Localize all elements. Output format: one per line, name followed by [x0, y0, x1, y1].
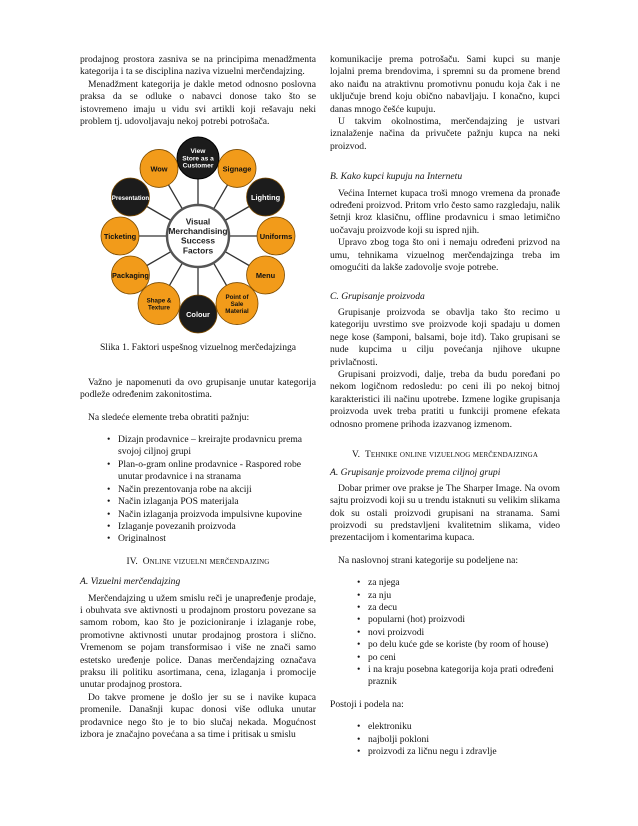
paragraph: Merčendajzing u užem smislu reči je unapređenje prodaje, i obuhvata sve aktivnosti u prodajnom prostoru povezane sa samom robom, kao što je pozicioniranje i izlaganje robe, promotivne aktivnosti unutar prodajnog prostora i slično. Vremenom se pojam transformisao i više ne znači samo estetsko uređenje police. Danas merčendajzing označava praksu ili politiku asortimana, cena, izlaganja i promocije unutar prodajnog prostora.	[80, 592, 316, 691]
list-item: • Dizajn prodavnice – kreirajte prodavnicu prema svojoj ciljnoj grupi	[118, 434, 316, 459]
node-label: Ticketing	[103, 232, 137, 242]
section-heading	[330, 449, 560, 461]
node-label: Uniforms	[259, 232, 293, 242]
subsection-heading: C. Grupisanje proizvoda	[330, 290, 425, 302]
list-item: • za njega	[368, 577, 560, 589]
node-label: Lighting	[250, 193, 281, 203]
list-item: • Originalnost	[118, 533, 316, 545]
paragraph: komunikacije prema potrošaču. Sami kupci su manje lojalni prema brendovima, i spremni su da promene brend ako naiđu na atraktivnu promotivnu ponudu koja čak i ne uključuje brend koju obično nabavljaju. I konačno, kupci danas mnogo češće kupuju.	[330, 54, 560, 115]
paragraph: Postoji i podela na:	[330, 698, 404, 710]
figure-visual-merchandising	[80, 132, 316, 340]
node-label: Signage	[222, 164, 252, 174]
paragraph: Upravo zbog toga što oni i nemaju određeni prizvod na umu, tehnikama vizuelnog merčendajzinga treba im omogućiti da lakše zadovolje svoje potrebe.	[330, 237, 560, 274]
section-heading	[80, 556, 316, 568]
center-label: Success	[181, 236, 215, 247]
paragraph: Na naslovnoj strani kategorije su podeljene na:	[338, 554, 519, 566]
paragraph: Menadžment kategorija je dakle metod odnosno poslovna praksa da se odluke o nabavci donose tako što se istovremeno imaju u vidu svi artikli koji rešavaju neki problem tj. udovoljavaju nekoj potrebi potrošača.	[80, 78, 316, 128]
bullet-list	[80, 434, 316, 546]
center-label: Factors	[182, 245, 214, 256]
list-item: • Plan-o-gram online prodavnice - Raspored robe unutar prodavnice i na stranama	[118, 459, 316, 484]
section-number: V.	[352, 449, 361, 460]
bullet-list	[330, 721, 560, 758]
diagram	[80, 132, 316, 340]
node-label: Colour	[186, 310, 210, 320]
paragraph: U takvim okolnostima, merčendajzing je ustvari iznalaženje načina da privučete pažnju kupca na neki proizvod.	[330, 116, 560, 152]
paragraph: Većina Internet kupaca troši mnogo vremena da pronađe određeni proizvod. Pritom vrlo često samo razgledaju, nalik šetnji kroz klasičnu, offline prodavnicu i smao letimično uočavaju proizvode koji su ispred njih.	[330, 187, 560, 236]
paragraph: Dobar primer ove prakse je The Sharper Image. Na ovom sajtu proizvodi koji su u trendu istaknuti su velikim slikama dok su ostali proizvodi grupisani na stranama. Sami proizvodi su predstavljeni kvalitetnim slikama, video prezentacijom i komentarima kupaca.	[330, 482, 560, 544]
right-column	[330, 54, 560, 759]
section-title: Tehnike online vizuelnog merčendajzinga	[365, 449, 538, 460]
list-item: • Način izlaganja POS materijala	[118, 496, 316, 508]
list-item: • po delu kuće gde se koriste (by room of house)	[368, 639, 560, 651]
section-title: Online vizuelni merčendajzing	[142, 556, 270, 567]
node-label: Shape & Texture	[146, 297, 172, 312]
paragraph: prodajnog prostora zasniva se na principima menadžmenta kategorija i ta se disciplina naziva vizuelni merčendajzing.	[80, 54, 316, 78]
center-label: Merchandising	[168, 226, 228, 237]
list-item: • Način prezentovanja robe na akciji	[118, 484, 316, 496]
list-item: • Izlaganje povezanih proizvoda	[118, 521, 316, 533]
subsection-heading: A. Grupisanje proizvode prema ciljnoj grupi	[330, 467, 501, 479]
list-item: • Način izlaganja proizvoda impulsivne kupovine	[118, 509, 316, 521]
node-label: Point of Sale Material	[225, 294, 249, 316]
paragraph: Do takve promene je došlo jer su se i navike kupaca promenile. Današnji kupac donosi više odluka unutar prodavnice nego što je to bio slučaj nekada. Mogućnost izbora je značajno povećana a sa time i pritisak u smislu	[80, 691, 316, 740]
paragraph: Važno je napomenuti da ovo grupisanje unutar kategorija podleže određenim zakonitostima.	[80, 376, 316, 401]
paragraph: Grupisani proizvodi, dalje, treba da budu poređani po nekom logičnom redosledu: po ceni ili po nekoj bitnoj karakteristici ili načinu upotrebe. Izmene logike grupisanja proizvoda uvek treba pratiti u funkciji promene efekata odnosno promene prihoda izazvanog izmenom.	[330, 368, 560, 430]
list-item: • popularni (hot) proizvodi	[368, 614, 560, 626]
node-label: Packaging	[111, 271, 149, 281]
section-number: IV.	[126, 556, 138, 567]
list-item: • po ceni	[368, 652, 560, 664]
figure-caption: Slika 1. Faktori uspešnog vizuelnog merčedajzinga	[99, 342, 297, 354]
node-label: Store as a	[182, 155, 214, 163]
paragraph: Grupisanje proizvoda se obavlja tako što recimo u kategoriju uvrstimo sve proizvode koji spadaju u domen nege kose (šamponi, balsami, boje itd). Tako grupisani se nude kupcima u cilju povećanja njihove ukupne privlačnosti.	[330, 306, 560, 368]
node-label: Menu	[255, 271, 276, 281]
paragraph: Na sledeće elemente treba obratiti pažnju:	[88, 411, 250, 423]
node-label: Presentation	[111, 195, 150, 203]
bullet-list	[330, 577, 560, 689]
list-item: • za nju	[368, 590, 560, 602]
node-label: Wow	[150, 164, 168, 174]
list-item: • i na kraju posebna kategorija koja prati određeni praznik	[368, 664, 560, 689]
node-label: View	[190, 148, 206, 156]
center-label: Visual	[185, 216, 211, 227]
list-item: • najbolji pokloni	[368, 734, 560, 746]
node-label: Customer	[182, 162, 214, 170]
subsection-heading: B. Kako kupci kupuju na Internetu	[330, 171, 463, 183]
list-item: • za decu	[368, 602, 560, 614]
list-item: • elektroniku	[368, 721, 560, 733]
subsection-heading: A. Vizuelni merčendajzing	[80, 576, 181, 588]
left-column	[80, 54, 316, 741]
list-item: • proizvodi za ličnu negu i zdravlje	[368, 746, 560, 758]
list-item: • novi proizvodi	[368, 627, 560, 639]
